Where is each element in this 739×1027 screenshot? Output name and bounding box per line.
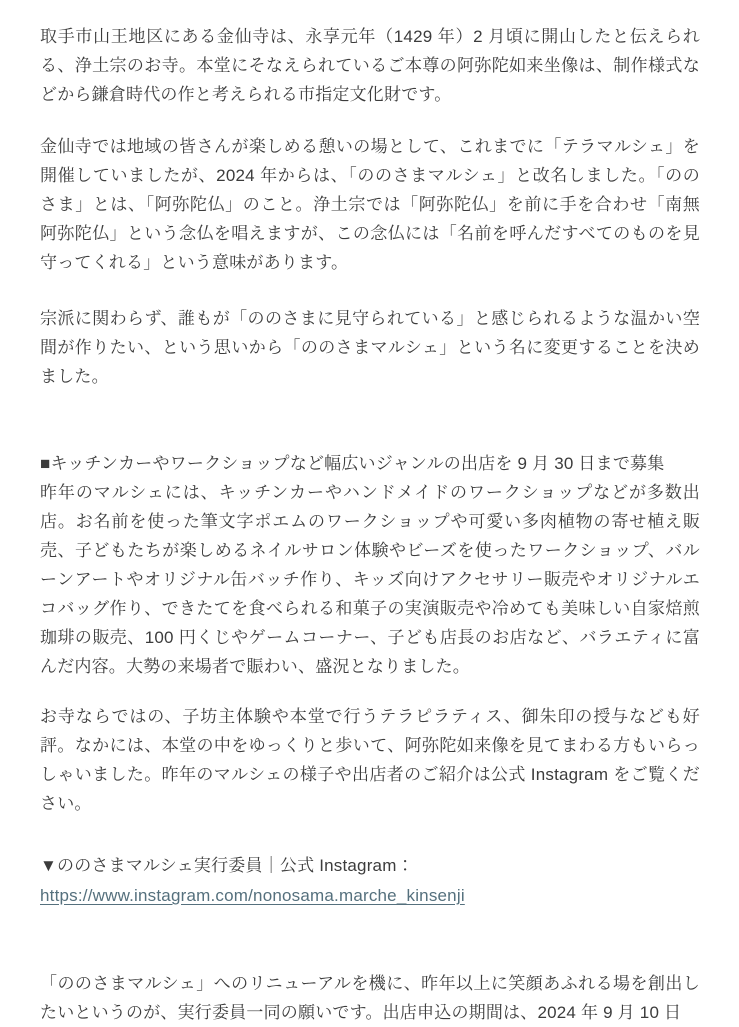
- paragraph-rename-story: 金仙寺では地域の皆さんが楽しめる憩いの場として、これまでに「テラマルシェ」を開催していましたが、2024 年からは、「ののさまマルシェ」と改名しました。「ののさま」とは、「阿弥陀仏」のこと。浄土宗では「阿弥陀仏」を前に手を合わせ「南無阿弥陀仏」という念仏を唱えますが、この念仏には「名前を呼んだすべてのものを見守ってくれる」という意味があります。: [40, 137, 700, 272]
- paragraph-recruit-body: 昨年のマルシェには、キッチンカーやハンドメイドのワークショップなどが多数出店。お名前を使った筆文字ポエムのワークショップや可愛い多肉植物の寄せ植え販売、子どもたちが楽しめるネイルサロン体験やビーズを使ったワークショップ、バルーンアートやオリジナル缶バッチ作り、キッズ向けアクセサリー販売やオリジナルエコバッグ作り、できたてを食べられる和菓子の実演販売や冷めても美味しい自家焙煎珈琲の販売、100 円くじやゲームコーナー、子ども店長のお店など、バラエティに富んだ内容。大勢の来場者で賑わい、盛況となりました。: [40, 483, 700, 676]
- down-triangle-icon: ▼: [40, 856, 58, 875]
- committee-label: ののさまマルシェ実行委員｜公式 Instagram：: [57, 856, 414, 875]
- section-heading-text: キッチンカーやワークショップなど幅広いジャンルの出店を 9 月 30 日まで募集: [50, 454, 665, 473]
- section-heading: [40, 449, 700, 478]
- paragraph-closing: 「ののさまマルシェ」へのリニューアルを機に、昨年以上に笑顔あふれる場を創出したいというのが、実行委員一同の願いです。出店申込の期間は、2024 年 9 月 10 日: [40, 974, 700, 1022]
- square-bullet-icon: ■: [40, 454, 51, 473]
- paragraph-temple-highlights: お寺ならではの、子坊主体験や本堂で行うテラピラティス、御朱印の授与なども好評。なかには、本堂の中をゆっくりと歩いて、阿弥陀如来像を見てまわる方もいらっしゃいました。昨年のマルシェの様子や出店者のご紹介は公式 Instagram をご覧ください。: [40, 707, 700, 813]
- instagram-link-line: [40, 881, 700, 910]
- recruit-section: [40, 449, 700, 681]
- instagram-link[interactable]: https://www.instagram.com/nonosama.marche_kinsenji: [40, 886, 465, 905]
- paragraph-temple-intro: 取手市山王地区にある金仙寺は、永享元年（1429 年）2 月頃に開山したと伝えられる、浄土宗のお寺。本堂にそなえられているご本尊の阿弥陀如来坐像は、制作様式などから鎌倉時代の作と考えられる市指定文化財です。: [40, 27, 700, 104]
- committee-line: [40, 851, 700, 880]
- paragraph-rename-reason: 宗派に関わらず、誰もが「ののさまに見守られている」と感じられるような温かい空間が作りたい、という思いから「ののさまマルシェ」という名に変更することを決めました。: [40, 309, 700, 386]
